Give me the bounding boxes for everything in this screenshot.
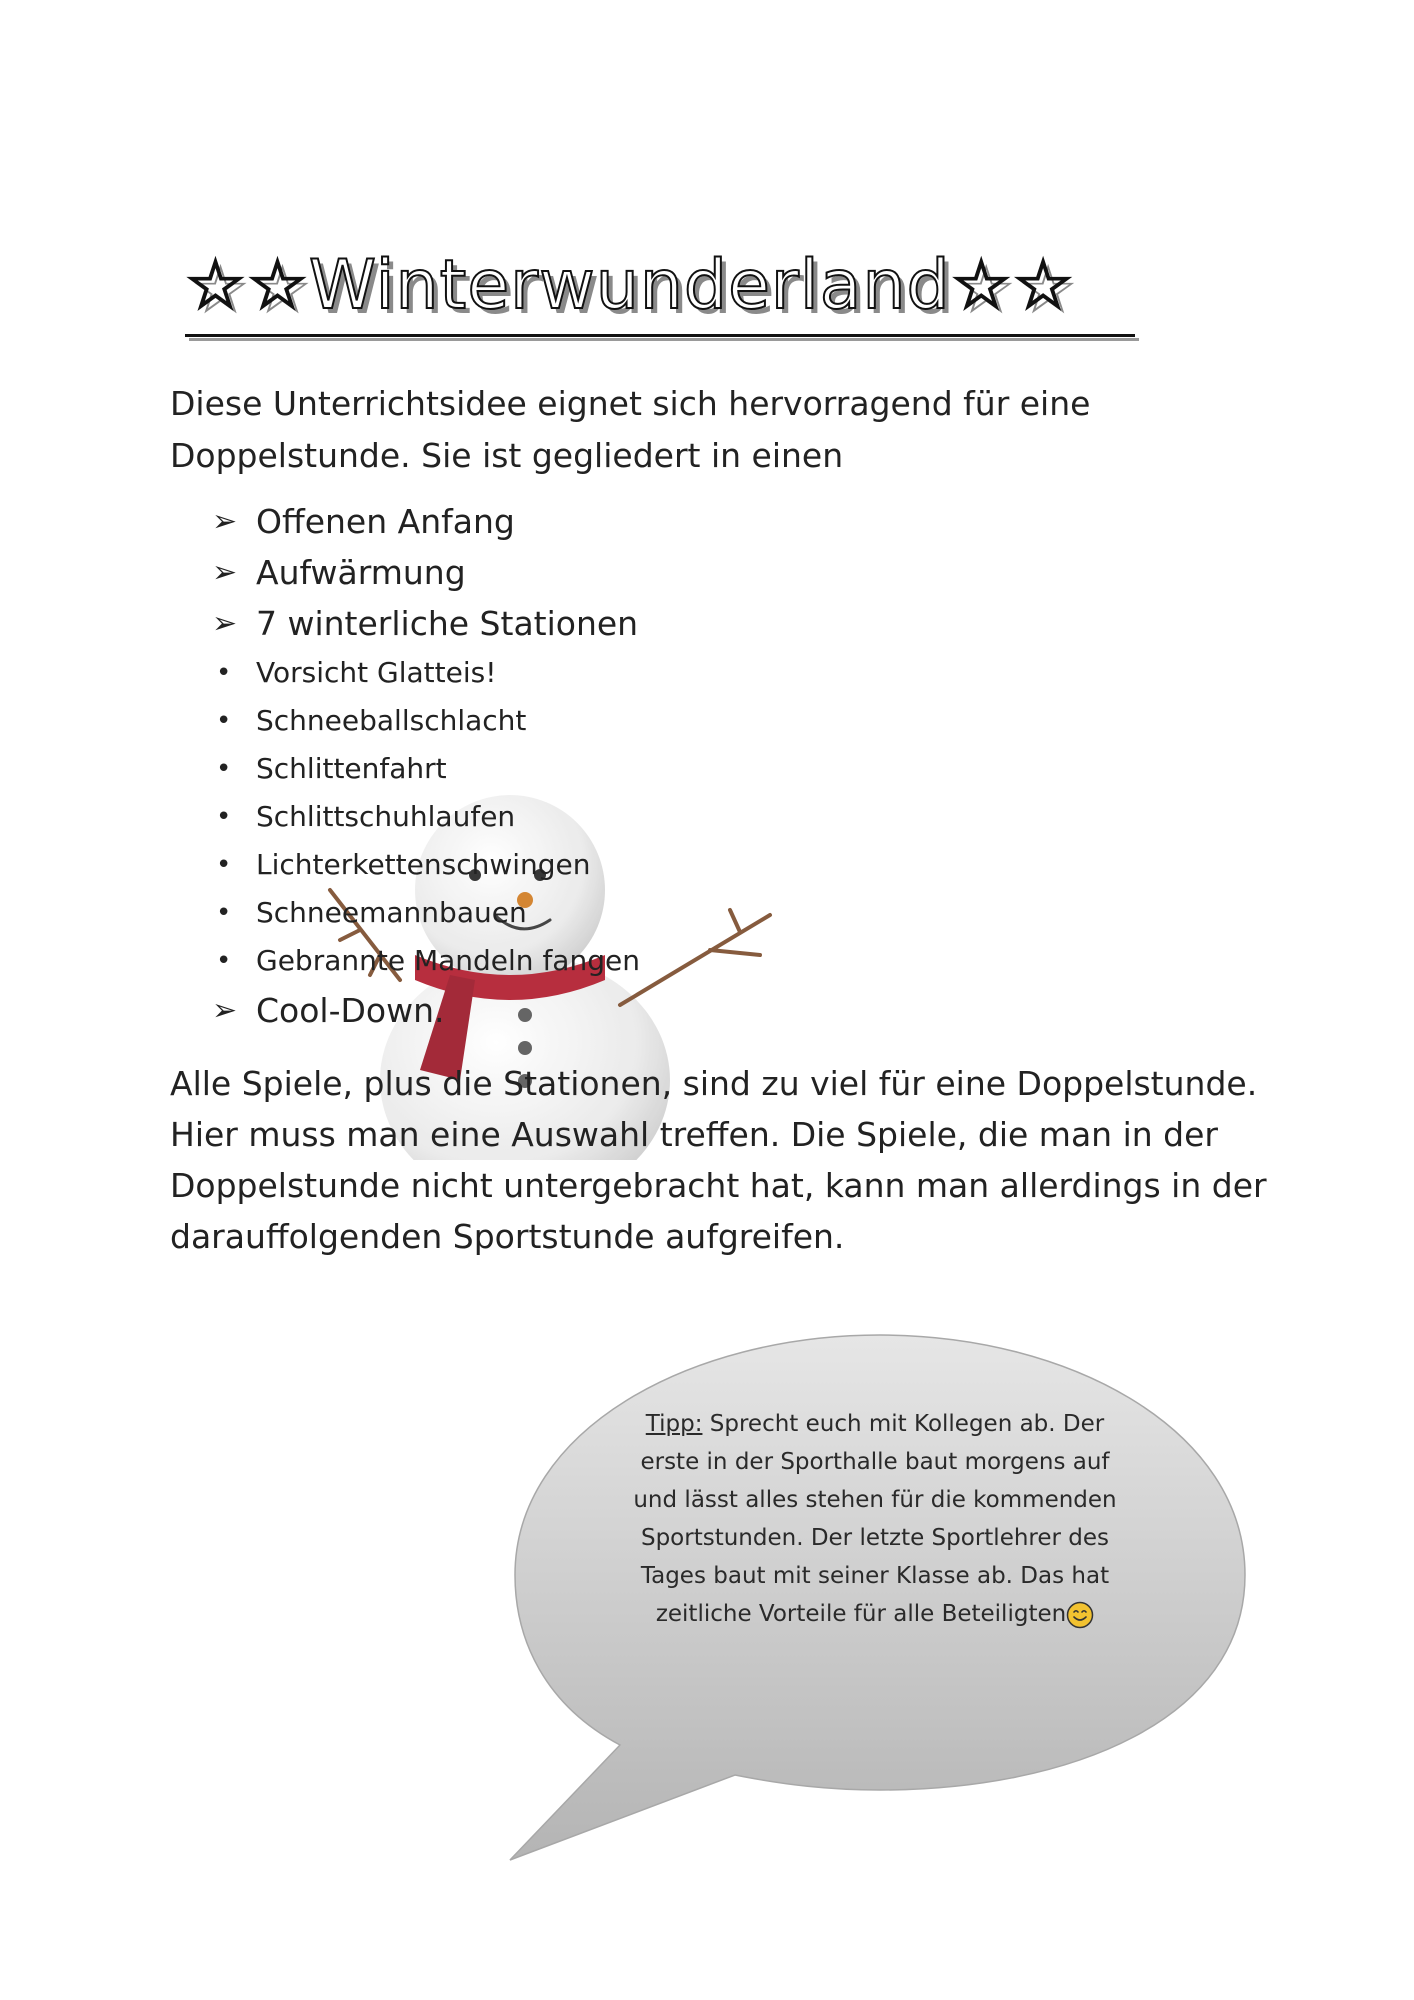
list-item [210,745,1110,793]
list-item [210,937,1110,985]
list-item-label: Aufwärmung [256,553,466,592]
list-item [210,649,1110,697]
lesson-outline-list [210,496,1110,1036]
list-item-label: Offenen Anfang [256,502,515,541]
dot-bullet-icon: • [216,802,232,832]
list-item-label: Schneemannbauen [256,896,527,929]
list-item [210,697,1110,745]
list-item-label: Vorsicht Glatteis! [256,656,497,689]
outro-paragraph: Alle Spiele, plus die Stationen, sind zu viel für eine Doppelstunde. Hier muss man eine Auswahl treffen. Die Spiele, die man in der Doppelstunde nicht untergebracht hat, kann man allerdings in der darauffolgenden Sportstunde aufgreifen. [170,1064,1267,1256]
list-item [210,496,1110,547]
intro-paragraph: Diese Unterrichtsidee eignet sich hervorragend für eine Doppelstunde. Sie ist gegliedert in einen [170,384,1091,475]
title-underline [185,334,1135,337]
smiley-icon [1066,1601,1094,1629]
list-item [210,889,1110,937]
dot-bullet-icon: • [216,946,232,976]
list-item-label: Schneeballschlacht [256,704,527,737]
list-item-label: Gebrannte Mandeln fangen [256,944,640,977]
tip-label: Tipp: [645,1411,703,1437]
list-item-label: 7 winterliche Stationen [256,604,639,643]
page-title: ☆☆Winterwunderland☆☆ [185,246,1075,325]
arrow-bullet-icon: ➢ [212,555,238,590]
list-item-label: Cool-Down. [256,991,445,1030]
arrow-bullet-icon: ➢ [212,993,238,1028]
dot-bullet-icon: • [216,754,232,784]
dot-bullet-icon: • [216,658,232,688]
dot-bullet-icon: • [216,898,232,928]
list-item-label: Schlittschuhlaufen [256,800,516,833]
dot-bullet-icon: • [216,706,232,736]
dot-bullet-icon: • [216,850,232,880]
arrow-bullet-icon: ➢ [212,504,238,539]
list-item [210,547,1110,598]
arrow-bullet-icon: ➢ [212,606,238,641]
list-item-label: Lichterkettenschwingen [256,848,591,881]
list-item [210,793,1110,841]
list-item [210,598,1110,649]
tip-body: Sprecht euch mit Kollegen ab. Der erste in der Sporthalle baut morgens auf und lässt alles stehen für die kommenden Sportstunden. Der letzte Sportlehrer des Tages baut mit seiner Klasse ab. Das hat zeitliche Vorteile für alle Beteiligten [633,1411,1117,1627]
list-item-label: Schlittenfahrt [256,752,447,785]
list-item [210,841,1110,889]
tip-text [630,1405,1120,1633]
list-item [210,985,1110,1036]
